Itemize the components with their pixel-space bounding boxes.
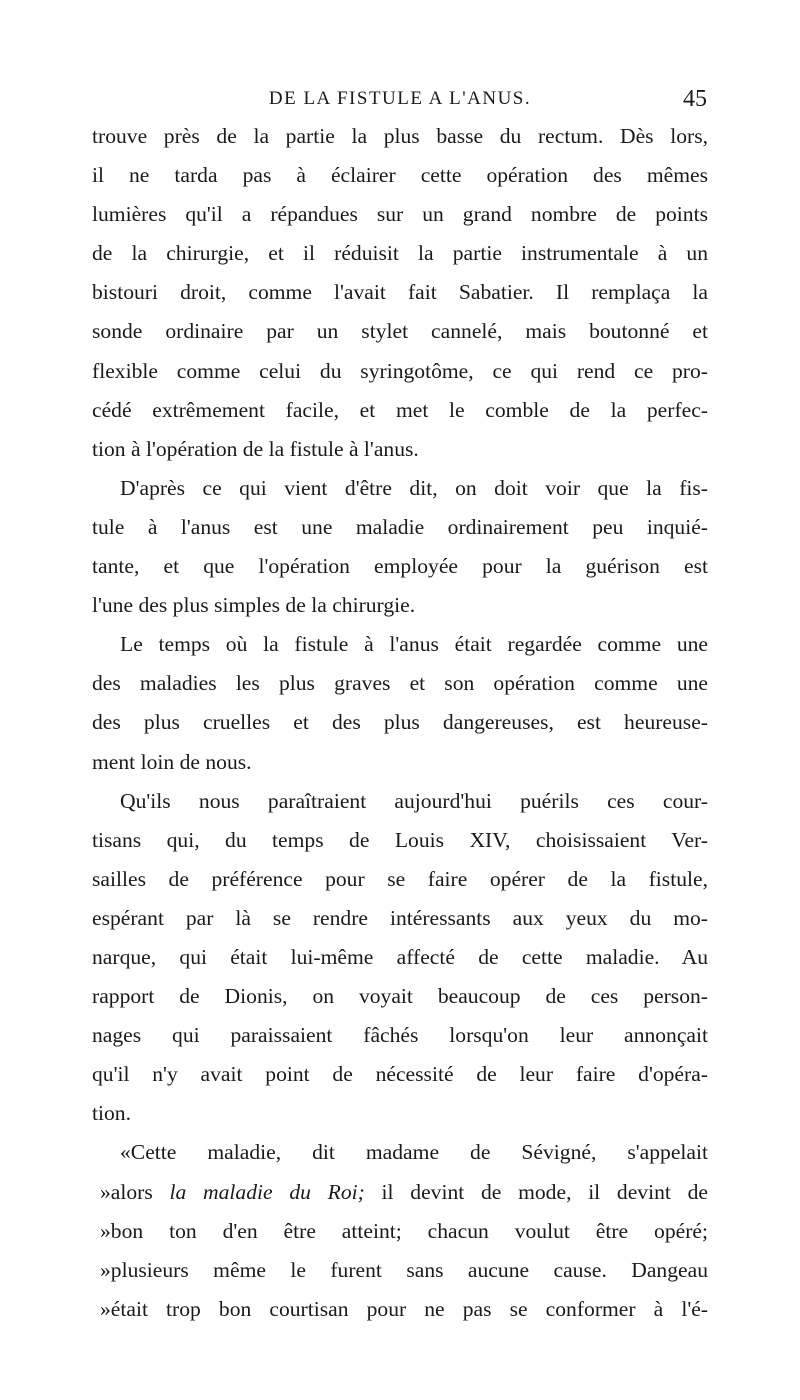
text-line-with-italic [92,1173,708,1212]
text-line: »plusieurs même le furent sans aucune cause. Dangeau [100,1257,708,1282]
line-text-before: »alors [100,1179,170,1204]
text-line: Qu'ils nous paraîtraient aujourd'hui puérils ces cour- [120,788,708,813]
text-line: trouve près de la partie la plus basse du rectum. Dès lors, [92,124,708,148]
text-line: cédé extrêmement facile, et met le comble de la perfec- [92,397,708,422]
text-line: nages qui paraissaient fâchés lorsqu'on leur annonçait [92,1023,708,1048]
running-head [0,84,800,114]
text-line: narque, qui était lui-même affecté de cette maladie. Au [92,944,708,969]
text-line: tule à l'anus est une maladie ordinairement peu inquié- [92,514,708,539]
text-line: rapport de Dionis, on voyait beaucoup de ces person- [92,984,708,1009]
text-line: «Cette maladie, dit madame de Sévigné, s'appelait [120,1140,708,1165]
text-line: flexible comme celui du syringotôme, ce qui rend ce pro- [92,358,708,383]
text-line: qu'il n'y avait point de nécessité de leur faire d'opéra- [92,1062,708,1087]
text-line: il ne tarda pas à éclairer cette opération des mêmes [92,163,708,188]
text-line: tion à l'opération de la fistule à l'anus. [92,436,419,461]
text-line: de la chirurgie, et il réduisit la partie instrumentale à un [92,241,708,266]
text-line: sailles de préférence pour se faire opérer de la fistule, [92,866,708,891]
text-line: sonde ordinaire par un stylet cannelé, mais boutonné et [92,319,708,344]
text-line: des maladies les plus graves et son opération comme une [92,671,708,696]
text-line: lumières qu'il a répandues sur un grand nombre de points [92,202,708,227]
text-line: ment loin de nous. [92,749,252,774]
text-line: D'après ce qui vient d'être dit, on doit voir que la fis- [120,475,708,500]
text-line: »bon ton d'en être atteint; chacun voulut être opéré; [100,1218,708,1243]
running-title: DE LA FISTULE A L'ANUS. [268,88,532,109]
text-line: tante, et que l'opération employée pour la guérison est [92,554,708,579]
line-text-after: il devint de mode, il devint de [364,1179,708,1204]
page-number: 45 [683,86,707,112]
text-line: »était trop bon courtisan pour ne pas se conformer à l'é- [100,1296,708,1321]
text-line: tion. [92,1101,131,1126]
text-line: tisans qui, du temps de Louis XIV, choisissaient Ver- [92,827,708,852]
text-line: des plus cruelles et des plus dangereuses, est heureuse- [92,710,708,735]
text-line: l'une des plus simples de la chirurgie. [92,593,416,618]
body-text [92,117,708,1329]
text-line: Le temps où la fistule à l'anus était regardée comme une [120,632,708,657]
text-line: bistouri droit, comme l'avait fait Sabatier. Il remplaça la [92,280,708,305]
italic-phrase: la maladie du Roi; [169,1179,365,1204]
text-line: espérant par là se rendre intéressants aux yeux du mo- [92,905,708,930]
